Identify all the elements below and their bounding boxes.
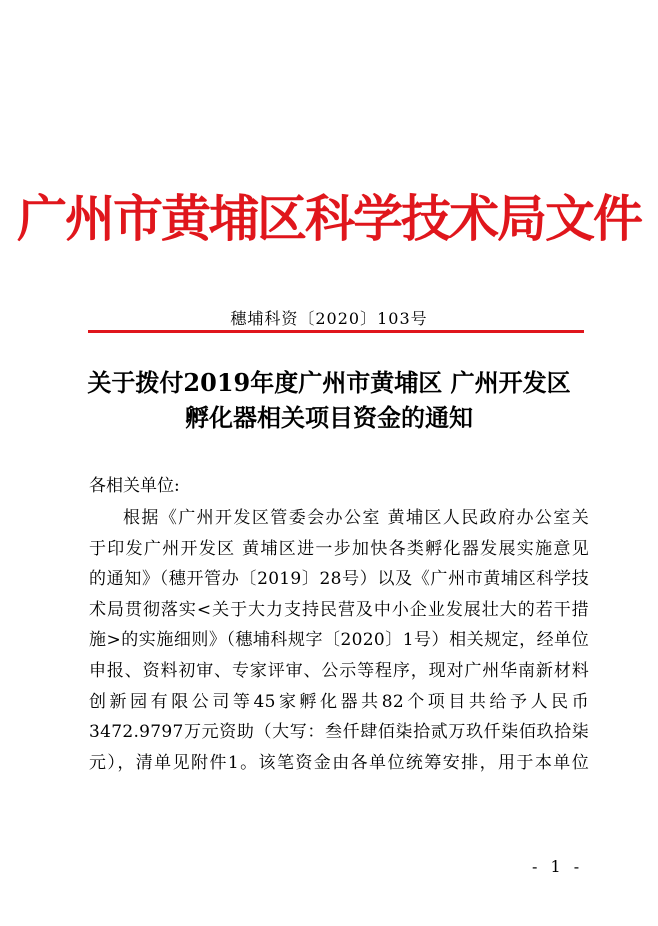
notice-title-line-1: 关于拨付2019年度广州市黄埔区 广州开发区 [87, 368, 571, 397]
salutation: 各相关单位: [89, 476, 180, 496]
notice-title-line-2: 孵化器相关项目资金的通知 [185, 403, 473, 432]
document-number: 穗埔科资〔2020〕103号 [230, 309, 428, 328]
body-line: 元），清单见附件1。该笔资金由各单位统筹安排，用于本单位 [89, 752, 589, 773]
body-paragraph [89, 503, 589, 778]
body-line: 于印发广州开发区 黄埔区进一步加快各类孵化器发展实施意见 [89, 538, 589, 559]
document-header: 广州市黄埔区科学技术局文件 [17, 189, 641, 248]
red-divider-rule [88, 330, 584, 333]
body-line: 申报、资料初审、专家评审、公示等程序，现对广州华南新材料 [89, 660, 589, 681]
page-number: - 1 - [532, 857, 584, 876]
body-line: 根据《广州开发区管委会办公室 黄埔区人民政府办公室关 [123, 508, 589, 528]
body-line: 术局贯彻落实<关于大力支持民营及中小企业发展壮大的若干措 [89, 599, 589, 620]
body-line: 施>的实施细则》（穗埔科规字〔2020〕1号）相关规定，经单位 [89, 630, 589, 651]
body-line: 创新园有限公司等45家孵化器共82个项目共给予人民币 [89, 691, 589, 712]
body-line: 3472.9797万元资助（大写：叁仟肆佰柒拾贰万玖仟柒佰玖拾柒 [89, 722, 589, 743]
notice-title [0, 365, 658, 435]
body-line: 的通知》（穗开管办〔2019〕28号）以及《广州市黄埔区科学技 [89, 569, 589, 590]
